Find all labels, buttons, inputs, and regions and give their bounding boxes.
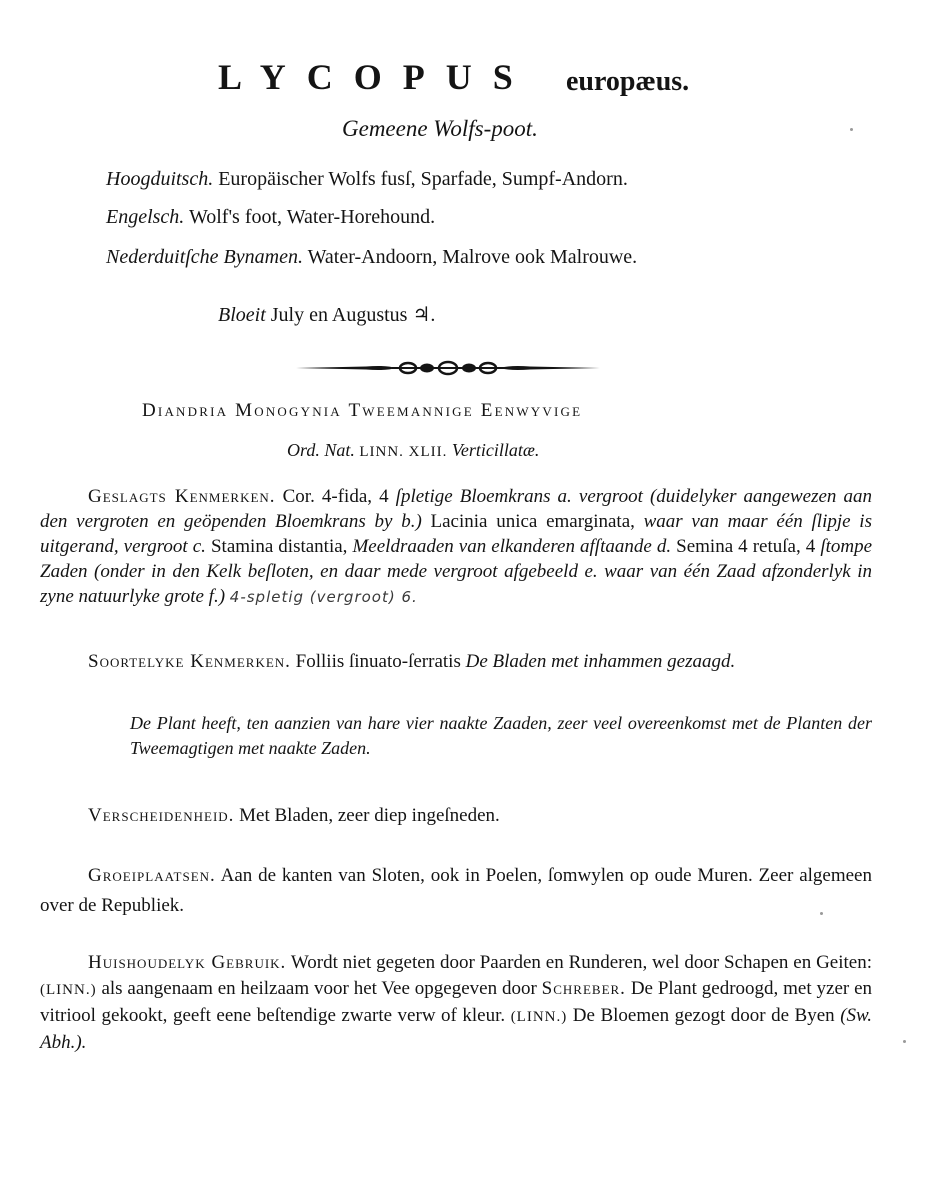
reference: (LINN.) [40,982,97,998]
section-heading: Geslagts Kenmerken. [88,486,276,507]
name-label: Engelsch. [106,206,185,228]
reference: (Sw. Abh.). [40,1005,873,1053]
linnaean-class: Diandria Monogynia Tweemannige Eenwyvige [142,400,583,421]
reference: (LINN.) [510,1009,568,1025]
latin-text: Stamina distantia, [210,536,348,557]
name-line-english [106,206,435,229]
ord-reference: LINN. XLII. [359,444,448,460]
genus-characters-paragraph [40,484,872,610]
dutch-common-name: Gemeene Wolfs-poot. [342,116,538,141]
paper-speck [903,1040,906,1043]
latin-text: Lacinia unica emarginata, [430,511,635,532]
bloom-line [218,302,435,327]
affinity-note: De Plant heeft, ten aanzien van hare vier naakte Zaaden, zeer veel overeenkomst met de Planten der Tweemagtigen met naakte Zaden. [130,713,872,758]
bloom-label: Bloeit [218,304,266,326]
perennial-symbol: ♃. [412,304,436,326]
latin-text: Semina 4 retuſa, 4 [676,536,816,557]
section-text: Met Bladen, zeer diep ingeſneden. [239,805,500,826]
handwritten-annotation: 4-spletig (vergroot) 6. [229,588,418,606]
household-use-paragraph [40,950,872,1056]
species-title: europæus. [566,66,690,97]
section-heading: Verscheidenheid. [88,805,235,826]
section-heading: Groeiplaatsen. [88,865,216,886]
ornament-divider [296,360,600,376]
dutch-gloss: waar van maar één ſlipje is uitgerand, vergroot c. [40,511,872,557]
name-line-dutch [106,246,637,269]
latin-text: Cor. 4-fida, 4 [282,486,389,507]
dutch-gloss: De Bladen met inhammen gezaagd. [465,651,736,672]
section-text: Aan de kanten van Sloten, ook in Poelen, ſomwylen op oude Muren. Zeer algemeen over de Republiek. [40,865,872,916]
latin-text: Folliis ſinuato-ſerratis [295,651,461,672]
name-text: Europäischer Wolfs fusſ, Sparfade, Sumpf-Andorn. [218,168,628,190]
paper-speck [850,128,853,131]
genus-title: LYCOPUS [218,57,534,97]
section-text: De Plant gedroogd, met yzer en vitriool gekookt, geeft eene beſtendige zwarte verw of kleur. [40,978,873,1026]
name-text: Wolf's foot, Water-Horehound. [188,206,436,228]
dutch-gloss: Meeldraaden van elkanderen afſtaande d. [352,536,672,557]
dutch-gloss: ſpletige Bloemkrans a. vergroot (duidelyker aangewezen aan den vergroten en geöpenden Bloemkrans by b.) [40,486,872,532]
name-label: Nederduitſche Bynamen. [106,246,303,268]
name-label: Hoogduitsch. [106,168,214,190]
natural-order-line [287,440,539,461]
ord-name: Verticillatæ. [451,440,540,460]
species-characters-paragraph [40,649,872,674]
section-heading: Huishoudelyk Gebruik. [88,952,287,973]
ord-label: Ord. Nat. [287,440,355,460]
name-text: Water-Andoorn, Malrove ook Malrouwe. [307,246,638,268]
section-text: als aangenaam en heilzaam voor het Vee opgegeven door [101,978,537,999]
bloom-text: July en Augustus [270,304,408,326]
paper-speck [820,912,823,915]
section-text: De Bloemen gezogt door de Byen [572,1005,835,1026]
variety-paragraph [40,803,872,828]
section-heading: Soortelyke Kenmerken. [88,651,291,672]
name-line-german [106,168,628,191]
habitat-paragraph [40,861,872,921]
author-name: Schreber. [541,978,626,999]
section-text: Wordt niet gegeten door Paarden en Runderen, wel door Schapen en Geiten: [290,952,873,973]
dutch-gloss: ſtompe Zaden (onder in den Kelk beſloten, en daar mede vergroot afgebeeld e. waar van één Zaad afzonderlyk in zyne natuurlyke grote f.) [40,536,873,607]
